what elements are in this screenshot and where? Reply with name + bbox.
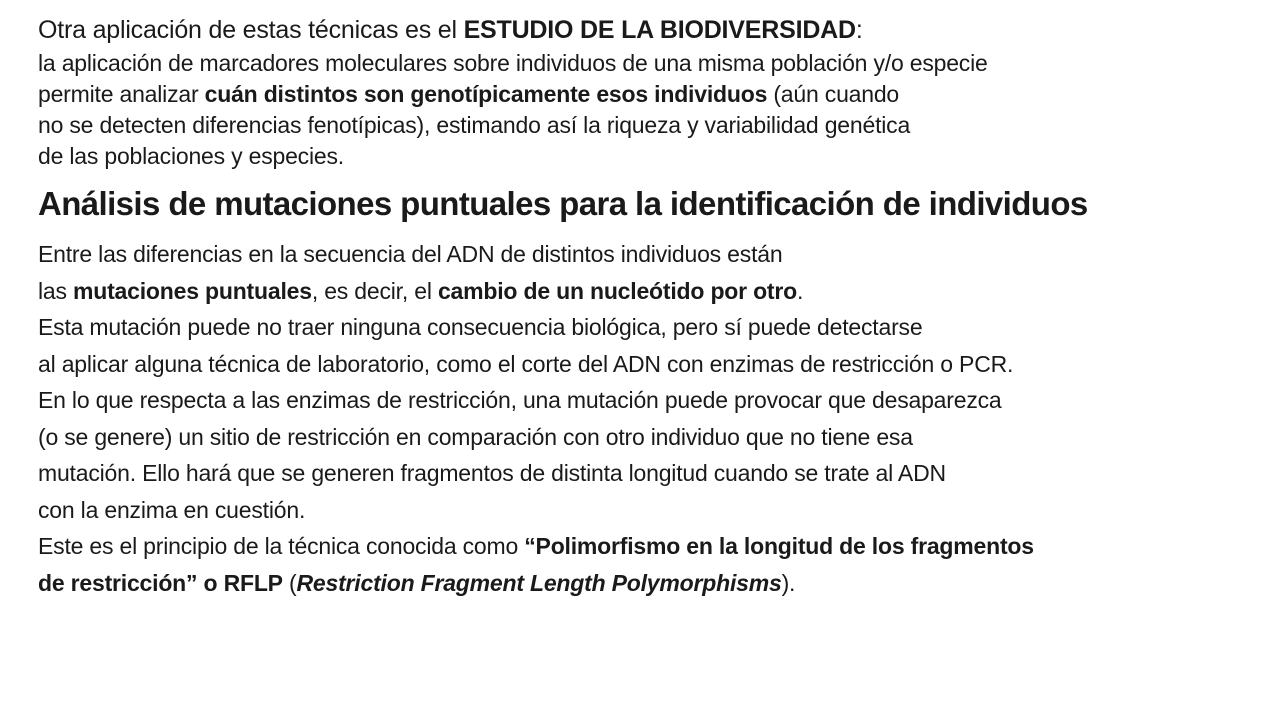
body-line-5: En lo que respecta a las enzimas de restricción, una mutación puede provocar que desaparezca — [38, 387, 1002, 413]
body-line-10-close: ). — [781, 569, 796, 596]
intro-line-1 — [38, 12, 1264, 48]
body-line-1: Entre las diferencias en la secuencia del ADN de distintos individuos están — [38, 241, 783, 267]
body-line-10 — [38, 565, 1264, 602]
body-line-3: Esta mutación puede no traer ninguna consecuencia biológica, pero sí puede detectarse — [38, 314, 923, 340]
intro-line-2: la aplicación de marcadores moleculares sobre individuos de una misma población y/o especie — [38, 50, 988, 76]
biodiversity-term: ESTUDIO DE LA BIODIVERSIDAD — [463, 16, 856, 44]
section-heading: Análisis de mutaciones puntuales para la identificación de individuos — [38, 185, 1088, 222]
body-line-10-open-paren: ( — [282, 569, 297, 596]
rflp-english-name: Restriction Fragment Length Polymorphisms — [296, 569, 782, 596]
body-paragraph — [38, 236, 1264, 601]
body-line-4: al aplicar alguna técnica de laboratorio, como el corte del ADN con enzimas de restricción o PCR. — [38, 350, 1014, 377]
intro-line-1-colon: : — [855, 16, 863, 44]
body-line-9-pre: Este es el principio de la técnica conocida como — [38, 533, 525, 559]
body-line-7: mutación. Ello hará que se generen fragmentos de distinta longitud cuando se trate al ADN — [38, 460, 946, 486]
body-line-9 — [38, 528, 1264, 565]
intro-line-3-post: (aún cuando — [767, 81, 900, 107]
body-line-2 — [38, 273, 1264, 310]
nucleotide-change-phrase: cambio de un nucleótido por otro — [437, 277, 797, 304]
rflp-name-part-2: de restricción” o RFLP — [38, 569, 283, 596]
intro-paragraph — [38, 12, 1264, 172]
intro-line-4: no se detecten diferencias fenotípicas), estimando así la riqueza y variabilidad genética — [38, 112, 911, 138]
body-line-2-mid: , es decir, el — [311, 277, 438, 304]
body-line-6: (o se genere) un sitio de restricción en comparación con otro individuo que no tiene esa — [38, 423, 913, 450]
intro-line-5: de las poblaciones y especies. — [38, 143, 344, 169]
intro-line-3 — [38, 79, 1264, 110]
body-line-2-post: . — [797, 277, 804, 304]
intro-line-1-text: Otra aplicación de estas técnicas es el — [38, 16, 464, 44]
body-line-2-pre: las — [38, 277, 73, 304]
body-line-8: con la enzima en cuestión. — [38, 496, 306, 523]
rflp-name-part-1: “Polimorfismo en la longitud de los fragmentos — [524, 533, 1034, 559]
genotypic-difference-phrase: cuán distintos son genotípicamente esos individuos — [204, 81, 768, 107]
intro-line-3-pre: permite analizar — [38, 81, 205, 107]
point-mutations-term: mutaciones puntuales — [73, 277, 312, 304]
